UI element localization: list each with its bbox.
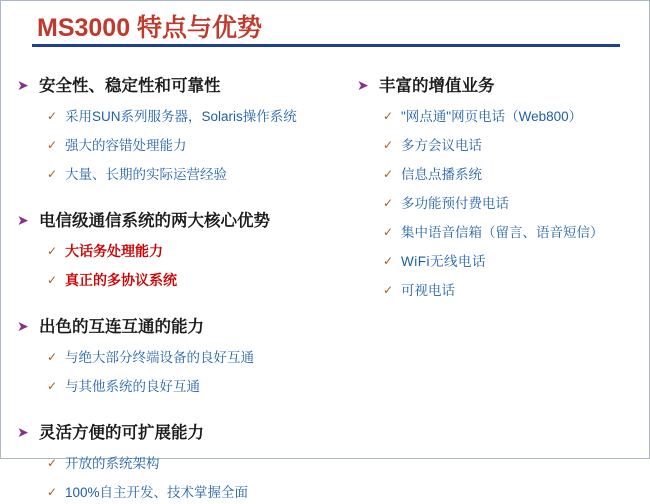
check-mark-bullet-icon: ✓	[383, 225, 394, 239]
level2-item	[13, 455, 353, 473]
level1-item	[13, 210, 353, 232]
check-mark-bullet-icon: ✓	[47, 109, 58, 123]
level2-item	[13, 108, 353, 126]
check-mark-bullet-icon: ✓	[383, 283, 394, 297]
arrow-right-bullet-icon: ➤	[17, 319, 29, 335]
level1-item	[13, 316, 353, 338]
arrow-right-bullet-icon: ➤	[357, 78, 369, 94]
level2-label: 强大的容错处理能力	[65, 138, 187, 153]
level2-item	[353, 253, 645, 271]
check-mark-bullet-icon: ✓	[383, 167, 394, 181]
level2-item	[13, 378, 353, 396]
level2-label: 与其他系统的良好互通	[65, 379, 200, 394]
level2-label: 开放的系统架构	[65, 456, 160, 471]
slide-body	[1, 49, 649, 500]
level2-item	[353, 195, 645, 213]
level2-label: 采用SUN系列服务器，Solaris操作系统	[65, 109, 297, 124]
level1-item	[353, 75, 645, 97]
check-mark-bullet-icon: ✓	[47, 167, 58, 181]
arrow-right-bullet-icon: ➤	[17, 213, 29, 229]
level2-label: 信息点播系统	[401, 167, 482, 182]
check-mark-bullet-icon: ✓	[383, 109, 394, 123]
check-mark-bullet-icon: ✓	[47, 485, 58, 499]
level1-item	[13, 422, 353, 444]
arrow-right-bullet-icon: ➤	[17, 78, 29, 94]
check-mark-bullet-icon: ✓	[47, 350, 58, 364]
level2-label: WiFi无线电话	[401, 254, 486, 269]
level1-label: 出色的互连互通的能力	[39, 318, 204, 336]
check-mark-bullet-icon: ✓	[383, 138, 394, 152]
level1-label: 丰富的增值业务	[379, 77, 495, 95]
check-mark-bullet-icon: ✓	[47, 456, 58, 470]
level2-label: 多方会议电话	[401, 138, 482, 153]
level2-label: "网点通"网页电话（Web800）	[401, 109, 583, 124]
level2-label: 集中语音信箱（留言、语音短信）	[401, 225, 604, 240]
right-column	[353, 49, 645, 302]
check-mark-bullet-icon: ✓	[47, 244, 58, 258]
bullet-group	[13, 210, 353, 290]
bullet-group	[13, 422, 353, 502]
level2-item	[13, 166, 353, 184]
check-mark-bullet-icon: ✓	[47, 138, 58, 152]
level2-item	[13, 272, 353, 290]
level2-item	[13, 349, 353, 367]
check-mark-bullet-icon: ✓	[383, 196, 394, 210]
bullet-group	[13, 75, 353, 184]
level2-item	[13, 484, 353, 502]
level2-label: 可视电话	[401, 283, 455, 298]
level2-item	[353, 224, 645, 242]
arrow-right-bullet-icon: ➤	[17, 425, 29, 441]
bullet-group	[353, 75, 645, 300]
level2-item	[353, 108, 645, 126]
left-column	[13, 49, 353, 504]
level2-label: 大量、长期的实际运营经验	[65, 167, 227, 182]
check-mark-bullet-icon: ✓	[383, 254, 394, 268]
level2-item	[353, 166, 645, 184]
check-mark-bullet-icon: ✓	[47, 273, 58, 287]
level1-label: 电信级通信系统的两大核心优势	[39, 212, 270, 230]
bullet-group	[13, 316, 353, 396]
level2-label: 真正的多协议系统	[65, 272, 177, 288]
level2-item	[353, 282, 645, 300]
slide-title-area	[1, 1, 649, 45]
level2-item	[13, 137, 353, 155]
level2-label: 100%自主开发、技术掌握全面	[65, 485, 249, 500]
title-divider	[32, 44, 620, 47]
level1-item	[13, 75, 353, 97]
level1-label: 灵活方便的可扩展能力	[39, 424, 204, 442]
check-mark-bullet-icon: ✓	[47, 379, 58, 393]
level2-label: 大话务处理能力	[65, 243, 163, 259]
level2-item	[13, 243, 353, 261]
level1-label: 安全性、稳定性和可靠性	[39, 77, 221, 95]
level2-item	[353, 137, 645, 155]
level2-label: 多功能预付费电话	[401, 196, 509, 211]
level2-label: 与绝大部分终端设备的良好互通	[65, 350, 254, 365]
page-title: MS3000 特点与优势	[37, 14, 263, 42]
